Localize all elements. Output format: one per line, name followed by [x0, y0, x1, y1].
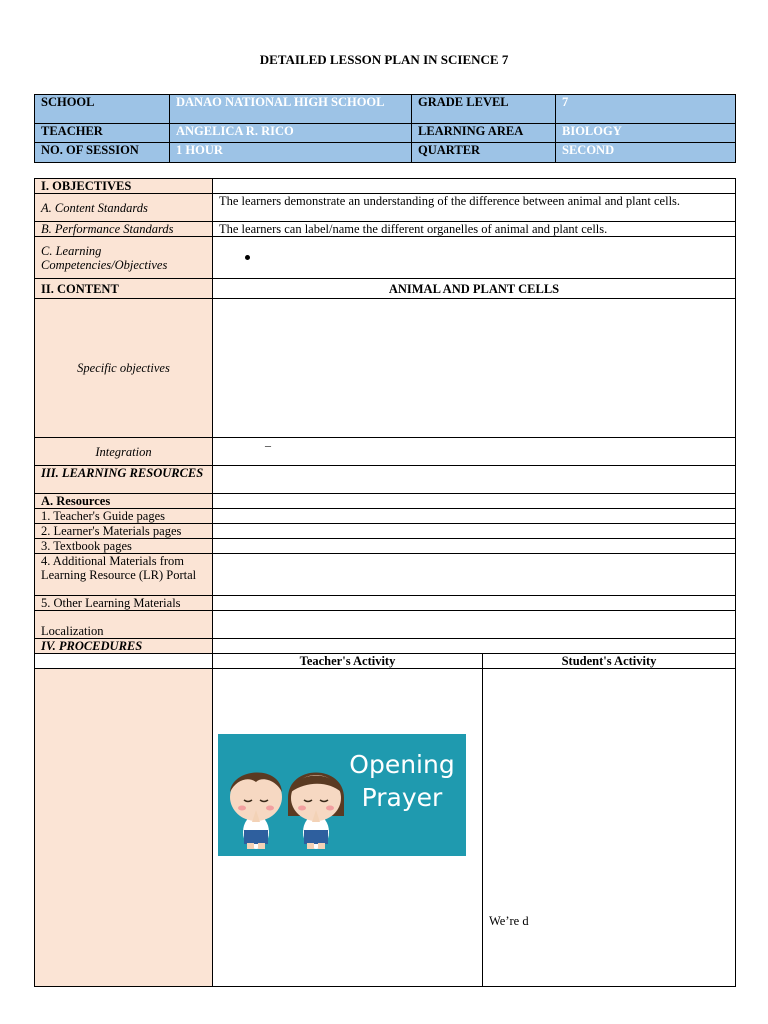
specific-objectives-value	[213, 299, 736, 438]
quarter-value: SECOND	[556, 143, 736, 163]
learners-materials-label: 2. Learner's Materials pages	[35, 524, 213, 539]
session-value: 1 HOUR	[170, 143, 412, 163]
opening-prayer-image	[218, 734, 466, 856]
student-activity-cell	[483, 669, 736, 987]
opening-prayer-line1: Opening	[349, 750, 455, 779]
grade-level-label: GRADE LEVEL	[412, 95, 556, 124]
school-info-table	[34, 94, 736, 163]
procedures-heading-value	[213, 639, 736, 654]
opening-prayer-line2: Prayer	[361, 783, 443, 812]
competencies-value	[213, 237, 736, 279]
school-value: DANAO NATIONAL HIGH SCHOOL	[170, 95, 412, 124]
content-heading: II. CONTENT	[35, 279, 213, 299]
objectives-heading: I. OBJECTIVES	[35, 179, 213, 194]
school-label: SCHOOL	[35, 95, 170, 124]
girl-figure	[288, 773, 344, 850]
performance-standards-label: B. Performance Standards	[35, 222, 213, 237]
teacher-value: ANGELICA R. RICO	[170, 124, 412, 143]
additional-materials-label: 4. Additional Materials from Learning Resource (LR) Portal	[35, 554, 213, 596]
content-standards-value: The learners demonstrate an understanding of the difference between animal and plant cells.	[213, 194, 736, 222]
localization-label: Localization	[35, 611, 213, 639]
student-activity-header: Student's Activity	[483, 654, 736, 669]
quarter-label: QUARTER	[412, 143, 556, 163]
integration-label: Integration	[35, 438, 213, 466]
procedures-left-cell	[35, 669, 213, 987]
specific-objectives-label: Specific objectives	[35, 299, 213, 438]
teachers-guide-value	[213, 509, 736, 524]
student-activity-text: We’re d	[489, 914, 529, 928]
teacher-activity-header: Teacher's Activity	[213, 654, 483, 669]
learning-resources-value	[213, 466, 736, 494]
bullet-icon	[245, 255, 250, 260]
objectives-heading-value	[213, 179, 736, 194]
procedures-header-blank	[35, 654, 213, 669]
learning-area-label: LEARNING AREA	[412, 124, 556, 143]
other-materials-label: 5. Other Learning Materials	[35, 596, 213, 611]
resources-a-value	[213, 494, 736, 509]
competencies-label: C. Learning Competencies/Objectives	[35, 237, 213, 279]
boy-figure	[230, 772, 282, 849]
integration-value	[213, 438, 736, 466]
grade-level-value: 7	[556, 95, 736, 124]
teachers-guide-label: 1. Teacher's Guide pages	[35, 509, 213, 524]
opening-prayer-text	[346, 748, 458, 814]
learning-resources-heading: III. LEARNING RESOURCES	[35, 466, 213, 494]
content-value: ANIMAL AND PLANT CELLS	[213, 279, 736, 299]
localization-value	[213, 611, 736, 639]
document-title: DETAILED LESSON PLAN IN SCIENCE 7	[259, 52, 509, 67]
lesson-plan-table	[34, 178, 736, 987]
other-materials-value	[213, 596, 736, 611]
teacher-label: TEACHER	[35, 124, 170, 143]
procedures-heading: IV. PROCEDURES	[35, 639, 213, 654]
session-label: NO. OF SESSION	[35, 143, 170, 163]
learners-materials-value	[213, 524, 736, 539]
additional-materials-value	[213, 554, 736, 596]
content-standards-label: A. Content Standards	[35, 194, 213, 222]
dash-mark: –	[265, 438, 271, 452]
performance-standards-value: The learners can label/name the different organelles of animal and plant cells.	[213, 222, 736, 237]
learning-area-value: BIOLOGY	[556, 124, 736, 143]
textbook-pages-label: 3. Textbook pages	[35, 539, 213, 554]
resources-a-label: A. Resources	[35, 494, 213, 509]
textbook-pages-value	[213, 539, 736, 554]
